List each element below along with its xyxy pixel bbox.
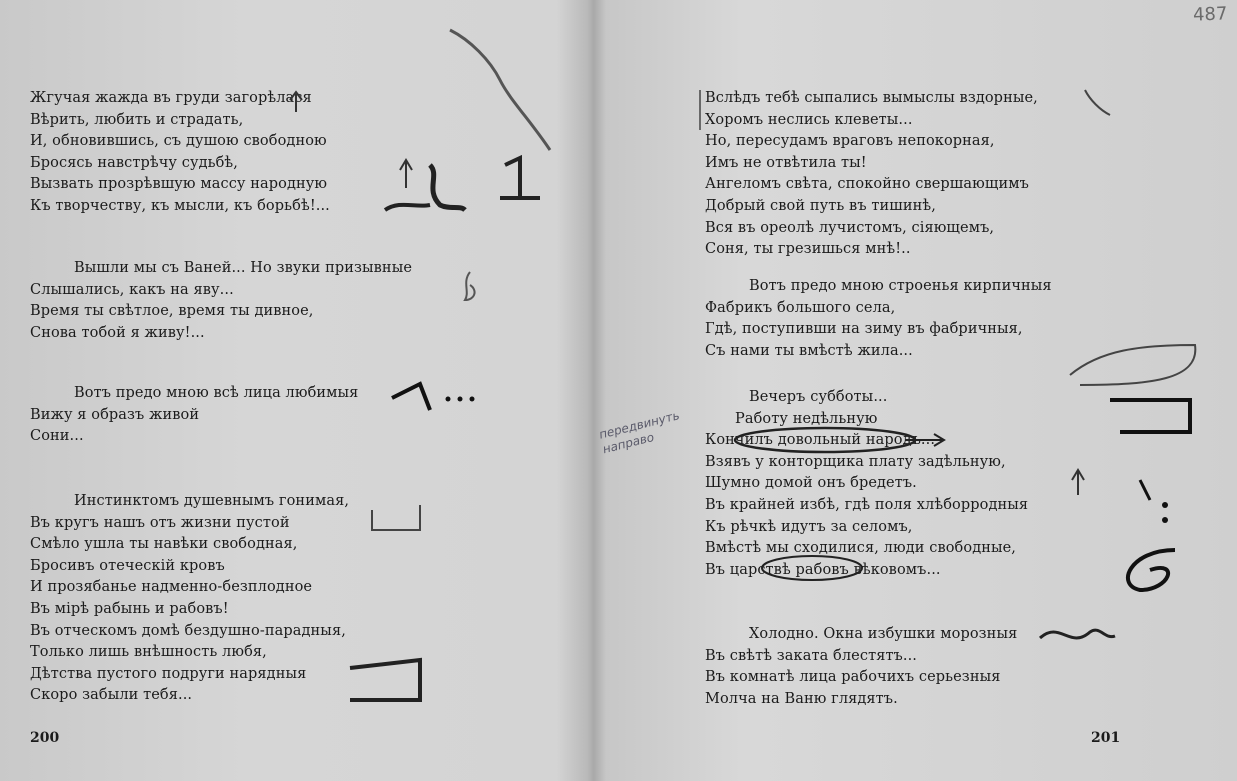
verse-line: Вся въ ореолѣ лучистомъ, сіяющемъ, bbox=[705, 219, 995, 236]
verse-line: Въ кругъ нашъ отъ жизни пустой bbox=[30, 514, 290, 531]
verse-line: Инстинктомъ душевнымъ гонимая, bbox=[74, 493, 350, 509]
verse-line: И прозябанье надменно-безплодное bbox=[30, 579, 313, 596]
verse-line: Вижу я образъ живой bbox=[30, 406, 200, 423]
left-stanza-4 bbox=[30, 491, 349, 707]
verse-line: Вслѣдъ тебѣ сыпались вымыслы вздорные, bbox=[705, 90, 1038, 106]
marginal-note: передвинуть направо bbox=[597, 408, 681, 457]
verse-line: Имъ не отвѣтила ты! bbox=[705, 154, 867, 171]
verse-line: Въ крайней избѣ, гдѣ поля хлѣборродныя bbox=[705, 496, 1029, 513]
verse-line: Дѣтства пустого подруги нарядныя bbox=[30, 665, 307, 682]
verse-line: Бросивъ отеческій кровъ bbox=[30, 557, 225, 574]
verse-line: Но, пересудамъ враговъ непокорная, bbox=[705, 133, 995, 150]
verse-line: Въ комнатѣ лица рабочихъ серьезныя bbox=[705, 669, 1001, 686]
right-stanza-1 bbox=[705, 88, 1038, 261]
verse-line: Вотъ предо мною всѣ лица любимыя bbox=[74, 385, 359, 401]
verse-line: Жгучая жажда въ груди загорѣлася bbox=[30, 90, 312, 106]
verse-line: Въ царствѣ рабовъ вѣковомъ... bbox=[705, 561, 941, 578]
archive-number: 487 bbox=[1192, 3, 1228, 26]
verse-line: Слышались, какъ на яву... bbox=[30, 281, 234, 298]
verse-line: Къ творчеству, къ мысли, къ борьбѣ!... bbox=[30, 197, 330, 214]
verse-line: Вызвать прозрѣвшую массу народную bbox=[30, 176, 328, 193]
verse-line: Сони... bbox=[30, 428, 84, 445]
verse-line: Кончилъ довольный народъ... bbox=[705, 432, 936, 449]
verse-line: Вечеръ субботы... bbox=[749, 389, 888, 405]
verse-line: Вмѣстѣ мы сходилися, люди свободные, bbox=[705, 540, 1017, 557]
verse-line: Снова тобой я живу!... bbox=[30, 324, 205, 341]
page-number: 201 bbox=[1091, 730, 1121, 746]
verse-line: Время ты свѣтлое, время ты дивное, bbox=[30, 303, 314, 320]
verse-line: Хоромъ неслись клеветы... bbox=[705, 111, 913, 128]
right-page bbox=[588, 0, 1237, 781]
verse-line: Холодно. Окна избушки морозныя bbox=[749, 626, 1018, 642]
verse-line: Въ мірѣ рабынь и рабовъ! bbox=[30, 600, 229, 617]
verse-line: Вышли мы съ Ваней... Но звуки призывные bbox=[74, 260, 413, 276]
verse-line: Въ свѣтѣ заката блестятъ... bbox=[705, 647, 918, 664]
verse-line: Ангеломъ свѣта, спокойно свершающимъ bbox=[705, 176, 1029, 193]
left-stanza-3 bbox=[30, 383, 358, 448]
verse-line: Вѣрить, любить и страдать, bbox=[30, 111, 244, 128]
verse-line: Съ нами ты вмѣстѣ жила... bbox=[705, 342, 913, 359]
right-stanza-2 bbox=[705, 276, 1052, 362]
verse-line: Смѣло ушла ты навѣки свободная, bbox=[30, 536, 298, 553]
verse-line: Бросясь навстрѣчу судьбѣ, bbox=[30, 154, 238, 171]
verse-line: Добрый свой путь въ тишинѣ, bbox=[705, 197, 936, 214]
right-stanza-3 bbox=[705, 387, 1028, 581]
page-number: 200 bbox=[30, 730, 60, 746]
verse-line: Скоро забыли тебя... bbox=[30, 687, 193, 704]
verse-line: Въ отческомъ домѣ бездушно-парадныя, bbox=[30, 622, 346, 639]
verse-line: Гдѣ, поступивши на зиму въ фабричныя, bbox=[705, 321, 1023, 338]
verse-line: Взявъ у конторщика плату задѣльную, bbox=[705, 453, 1006, 470]
verse-line: Работу недѣльную bbox=[735, 410, 878, 427]
left-page bbox=[0, 0, 585, 781]
verse-line: Шумно домой онъ бредетъ. bbox=[705, 475, 917, 492]
verse-line: Соня, ты грезишься мнѣ!.. bbox=[705, 241, 911, 258]
verse-line: Вотъ предо мною строенья кирпичныя bbox=[749, 278, 1052, 294]
verse-line: Только лишь внѣшность любя, bbox=[30, 644, 267, 661]
verse-line: Къ рѣчкѣ идутъ за селомъ, bbox=[705, 518, 913, 535]
left-stanza-1 bbox=[30, 88, 330, 218]
verse-line: Фабрикъ большого села, bbox=[705, 299, 896, 316]
right-stanza-4 bbox=[705, 624, 1017, 710]
verse-line: Молча на Ваню глядятъ. bbox=[705, 690, 898, 707]
left-stanza-2 bbox=[30, 258, 412, 344]
verse-line: И, обновившись, съ душою свободною bbox=[30, 133, 327, 150]
